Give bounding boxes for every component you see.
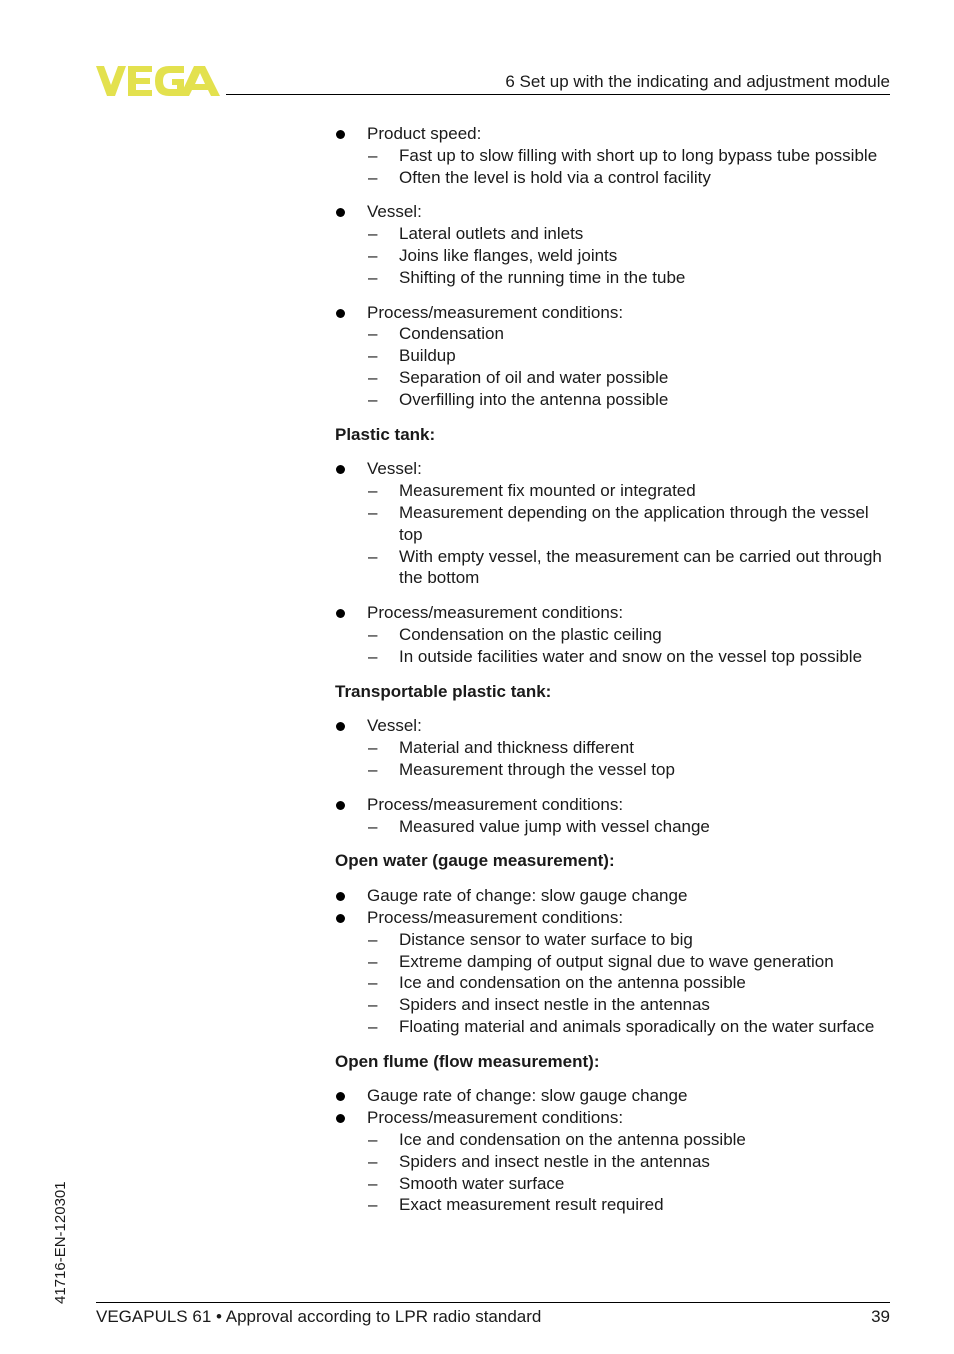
bullet-item <box>335 794 891 816</box>
bullet-text: Process/measurement conditions: <box>367 603 624 623</box>
footer-title: VEGAPULS 61 • Approval according to LPR radio standard <box>96 1307 542 1326</box>
sub-item <box>335 972 891 994</box>
bullet-dot-icon <box>336 309 345 318</box>
bullet-item <box>335 458 891 480</box>
footer-rule <box>96 1302 890 1303</box>
bullet-text: Vessel: <box>367 716 422 736</box>
dash-marker: – <box>368 1130 378 1150</box>
bullet-text: Vessel: <box>367 202 422 222</box>
dash-marker: – <box>368 973 378 993</box>
sub-item-text: In outside facilities water and snow on the vessel top possible <box>399 646 863 666</box>
sub-item-text: Exact measurement result required <box>399 1195 664 1215</box>
bullet-group <box>335 794 891 838</box>
bullet-item <box>335 602 891 624</box>
sub-item <box>335 994 891 1016</box>
dash-marker: – <box>368 624 378 644</box>
bullet-dot-icon <box>336 801 345 810</box>
sub-item-text: Condensation on the plastic ceiling <box>399 624 662 644</box>
bullet-group <box>335 302 891 411</box>
sub-item <box>335 951 891 973</box>
sub-item <box>335 816 891 838</box>
sub-item <box>335 737 891 759</box>
section-heading: Plastic tank: <box>335 424 436 444</box>
sub-item-text: Overfilling into the antenna possible <box>399 389 669 409</box>
sub-item-text: Measurement through the vessel top <box>399 759 675 779</box>
dash-marker: – <box>368 1173 378 1193</box>
bullet-dot-icon <box>336 208 345 217</box>
sub-item-text: Shifting of the running time in the tube <box>399 267 686 287</box>
bullet-dot-icon <box>336 1114 345 1123</box>
bullet-item <box>335 715 891 737</box>
vega-logo <box>96 66 220 96</box>
sub-item-text: Joins like flanges, weld joints <box>399 245 618 265</box>
sub-item <box>335 1016 891 1038</box>
sub-item <box>335 345 891 367</box>
bullet-text: Product speed: <box>367 124 482 143</box>
bullet-item <box>335 907 891 929</box>
bullet-item <box>335 1107 891 1129</box>
section-heading: Open water (gauge measurement): <box>335 851 615 871</box>
header-rule <box>226 94 890 95</box>
logo-letters <box>96 66 220 96</box>
bullet-dot-icon <box>336 722 345 731</box>
bullet-dot-icon <box>336 892 345 901</box>
sub-item <box>335 145 891 167</box>
sub-item <box>335 245 891 267</box>
dash-marker: – <box>368 738 378 758</box>
section-heading: Open flume (flow measurement): <box>335 1051 600 1071</box>
dash-marker: – <box>368 389 378 409</box>
bullet-group <box>335 458 891 589</box>
bullet-text: Gauge rate of change: slow gauge change <box>367 1086 688 1106</box>
sub-item-text: Measurement fix mounted or integrated <box>399 481 696 501</box>
dash-marker: – <box>368 759 378 779</box>
bullet-group <box>335 602 891 667</box>
sub-item <box>335 929 891 951</box>
sub-item <box>335 1173 891 1195</box>
sub-item-text: Smooth water surface <box>399 1173 565 1193</box>
dash-marker: – <box>368 646 378 666</box>
dash-marker: – <box>368 367 378 387</box>
section-heading: Transportable plastic tank: <box>335 681 552 701</box>
bullet-group <box>335 123 891 188</box>
sub-item <box>335 389 891 411</box>
sub-item-text: Distance sensor to water surface to big <box>399 929 693 949</box>
sub-item <box>335 502 891 546</box>
dash-marker: – <box>368 346 378 366</box>
dash-marker: – <box>368 245 378 265</box>
bullet-text: Process/measurement conditions: <box>367 794 624 814</box>
sub-item-text: Material and thickness different <box>399 738 634 758</box>
sub-item <box>335 646 891 668</box>
sub-item-text: Floating material and animals sporadically on the water surface <box>399 1016 875 1036</box>
dash-marker: – <box>368 267 378 287</box>
sub-item <box>335 323 891 345</box>
sub-item <box>335 624 891 646</box>
dash-marker: – <box>368 324 378 344</box>
sub-item-text: Measurement depending on the application through the vessel top <box>399 502 869 544</box>
sub-item-text: Ice and condensation on the antenna possible <box>399 973 746 993</box>
sub-item-text: Separation of oil and water possible <box>399 367 669 387</box>
page-number: 39 <box>871 1307 890 1326</box>
sub-item-text: Extreme damping of output signal due to wave generation <box>399 951 834 971</box>
bullet-item <box>335 123 891 145</box>
bullet-dot-icon <box>336 1092 345 1101</box>
dash-marker: – <box>368 1151 378 1171</box>
page-content <box>335 123 891 1229</box>
bullet-group <box>335 715 891 780</box>
sub-item <box>335 367 891 389</box>
sub-item <box>335 480 891 502</box>
sub-item-text: Spiders and insect nestle in the antennas <box>399 1151 710 1171</box>
sub-item-text: Ice and condensation on the antenna possible <box>399 1130 746 1150</box>
dash-marker: – <box>368 224 378 244</box>
sub-item <box>335 759 891 781</box>
sub-item <box>335 546 891 590</box>
sub-item <box>335 223 891 245</box>
bullet-item <box>335 302 891 324</box>
dash-marker: – <box>368 1195 378 1215</box>
sub-item <box>335 1194 891 1216</box>
document-code: 41716-EN-120301 <box>52 1181 69 1304</box>
dash-marker: – <box>368 167 378 187</box>
bullet-item <box>335 1085 891 1107</box>
bullet-group <box>335 201 891 288</box>
bullet-group <box>335 1085 891 1216</box>
bullet-dot-icon <box>336 130 345 139</box>
dash-marker: – <box>368 481 378 501</box>
sub-item-text: Condensation <box>399 324 504 344</box>
sub-item-text: Fast up to slow filling with short up to long bypass tube possible <box>399 145 878 165</box>
dash-marker: – <box>368 816 378 836</box>
bullet-group <box>335 885 891 1038</box>
dash-marker: – <box>368 145 378 165</box>
dash-marker: – <box>368 995 378 1015</box>
bullet-dot-icon <box>336 609 345 618</box>
sub-item-text: With empty vessel, the measurement can be carried out through the bottom <box>399 546 882 588</box>
sub-item-text: Often the level is hold via a control facility <box>399 167 711 187</box>
dash-marker: – <box>368 546 378 566</box>
sub-item <box>335 167 891 189</box>
bullet-item <box>335 201 891 223</box>
dash-marker: – <box>368 1016 378 1036</box>
dash-marker: – <box>368 951 378 971</box>
bullet-text: Gauge rate of change: slow gauge change <box>367 886 688 906</box>
sub-item-text: Buildup <box>399 346 456 366</box>
bullet-item <box>335 885 891 907</box>
dash-marker: – <box>368 929 378 949</box>
sub-item-text: Lateral outlets and inlets <box>399 224 584 244</box>
sub-item-text: Measured value jump with vessel change <box>399 816 710 836</box>
bullet-dot-icon <box>336 465 345 474</box>
bullet-text: Vessel: <box>367 459 422 479</box>
sub-item <box>335 1129 891 1151</box>
bullet-text: Process/measurement conditions: <box>367 1108 624 1128</box>
sub-item <box>335 267 891 289</box>
bullet-text: Process/measurement conditions: <box>367 302 624 322</box>
chapter-title: 6 Set up with the indicating and adjustment module <box>505 72 890 91</box>
sub-item <box>335 1151 891 1173</box>
bullet-text: Process/measurement conditions: <box>367 907 624 927</box>
sub-item-text: Spiders and insect nestle in the antennas <box>399 995 710 1015</box>
bullet-dot-icon <box>336 914 345 923</box>
dash-marker: – <box>368 502 378 522</box>
